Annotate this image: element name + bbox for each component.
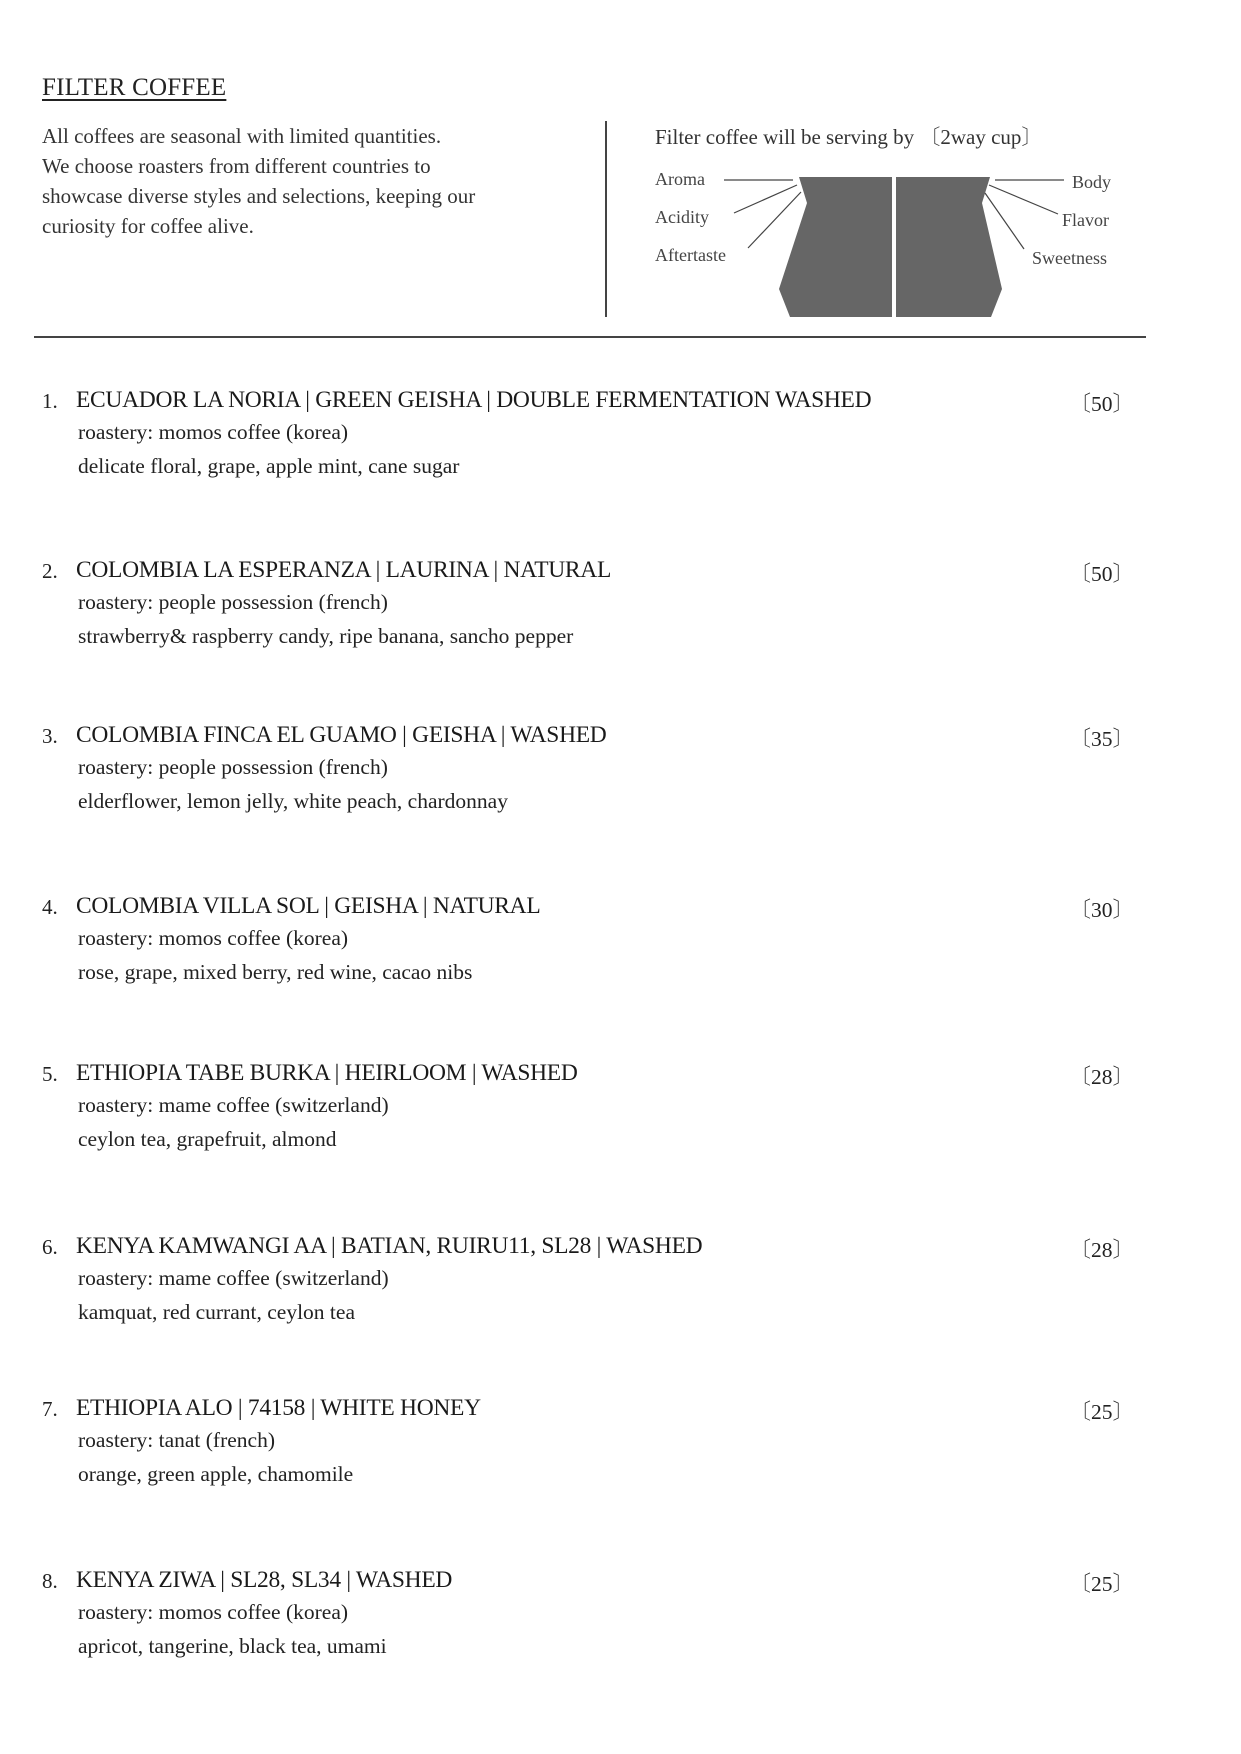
sweetness-label: Sweetness <box>1032 248 1107 268</box>
aftertaste-leader <box>748 192 801 248</box>
item-tasting-notes: elderflower, lemon jelly, white peach, chardonnay <box>78 789 508 813</box>
item-tasting-notes: ceylon tea, grapefruit, almond <box>78 1127 337 1151</box>
menu-item <box>42 893 1142 1003</box>
menu-item <box>42 722 1142 832</box>
item-roastery: roastery: mame coffee (switzerland) <box>78 1093 389 1117</box>
acidity-leader <box>734 185 797 213</box>
item-tasting-notes: rose, grape, mixed berry, red wine, cacao nibs <box>78 960 473 984</box>
item-price: 〔25〕 <box>1069 1400 1134 1424</box>
flavor-leader <box>989 185 1058 214</box>
item-roastery: roastery: people possession (french) <box>78 755 388 779</box>
item-name: COLOMBIA LA ESPERANZA | LAURINA | NATURAL <box>76 557 612 583</box>
item-name: ECUADOR LA NORIA | GREEN GEISHA | DOUBLE FERMENTATION WASHED <box>76 387 872 413</box>
cup-diagram <box>655 121 1125 321</box>
menu-item <box>42 1060 1142 1170</box>
sweetness-leader <box>985 193 1024 249</box>
item-tasting-notes: delicate floral, grape, apple mint, cane sugar <box>78 454 460 478</box>
menu-item <box>42 1567 1142 1677</box>
item-price: 〔30〕 <box>1069 898 1134 922</box>
item-price: 〔28〕 <box>1069 1238 1134 1262</box>
serving-text: Filter coffee will be serving by 〔2way cup〕 <box>655 125 1043 149</box>
item-tasting-notes: apricot, tangerine, black tea, umami <box>78 1634 387 1658</box>
item-roastery: roastery: people possession (french) <box>78 590 388 614</box>
item-roastery: roastery: momos coffee (korea) <box>78 926 349 950</box>
aroma-label: Aroma <box>655 169 705 189</box>
acidity-label: Acidity <box>655 207 709 227</box>
body-label: Body <box>1072 172 1112 192</box>
horizontal-divider <box>34 336 1146 338</box>
item-name: KENYA ZIWA | SL28, SL34 | WASHED <box>76 1567 453 1593</box>
item-number: 2. <box>42 559 58 583</box>
item-tasting-notes: kamquat, red currant, ceylon tea <box>78 1300 355 1324</box>
menu-item <box>42 387 1142 497</box>
aftertaste-label: Aftertaste <box>655 245 726 265</box>
item-name: COLOMBIA VILLA SOL | GEISHA | NATURAL <box>76 893 541 919</box>
intro-line: We choose roasters from different countries to <box>42 154 431 178</box>
item-price: 〔50〕 <box>1069 392 1134 416</box>
item-name: ETHIOPIA TABE BURKA | HEIRLOOM | WASHED <box>76 1060 578 1086</box>
intro-line: showcase diverse styles and selections, keeping our <box>42 184 476 208</box>
two-way-cup-illustration <box>655 121 1125 321</box>
item-name: KENYA KAMWANGI AA | BATIAN, RUIRU11, SL28 | WASHED <box>76 1233 703 1259</box>
intro-line: All coffees are seasonal with limited quantities. <box>42 124 442 148</box>
item-number: 8. <box>42 1569 58 1593</box>
flavor-label: Flavor <box>1062 210 1109 230</box>
item-price: 〔35〕 <box>1069 727 1134 751</box>
menu-item <box>42 1395 1142 1505</box>
item-name: ETHIOPIA ALO | 74158 | WHITE HONEY <box>76 1395 481 1421</box>
item-number: 6. <box>42 1235 58 1259</box>
item-number: 5. <box>42 1062 58 1086</box>
intro-text <box>42 121 582 241</box>
vertical-divider <box>605 121 607 317</box>
item-price: 〔28〕 <box>1069 1065 1134 1089</box>
item-name: COLOMBIA FINCA EL GUAMO | GEISHA | WASHED <box>76 722 607 748</box>
item-number: 7. <box>42 1397 58 1421</box>
item-number: 3. <box>42 724 58 748</box>
item-price: 〔25〕 <box>1069 1572 1134 1596</box>
cup-right-half <box>896 177 1002 317</box>
item-roastery: roastery: mame coffee (switzerland) <box>78 1266 389 1290</box>
intro-line: curiosity for coffee alive. <box>42 214 254 238</box>
menu-item <box>42 1233 1142 1343</box>
item-tasting-notes: orange, green apple, chamomile <box>78 1462 354 1486</box>
menu-item <box>42 557 1142 667</box>
item-number: 1. <box>42 389 58 413</box>
item-roastery: roastery: tanat (french) <box>78 1428 275 1452</box>
item-number: 4. <box>42 895 58 919</box>
item-roastery: roastery: momos coffee (korea) <box>78 1600 349 1624</box>
item-price: 〔50〕 <box>1069 562 1134 586</box>
page-title: FILTER COFFEE <box>42 74 227 101</box>
item-tasting-notes: strawberry& raspberry candy, ripe banana, sancho pepper <box>78 624 574 648</box>
item-roastery: roastery: momos coffee (korea) <box>78 420 349 444</box>
